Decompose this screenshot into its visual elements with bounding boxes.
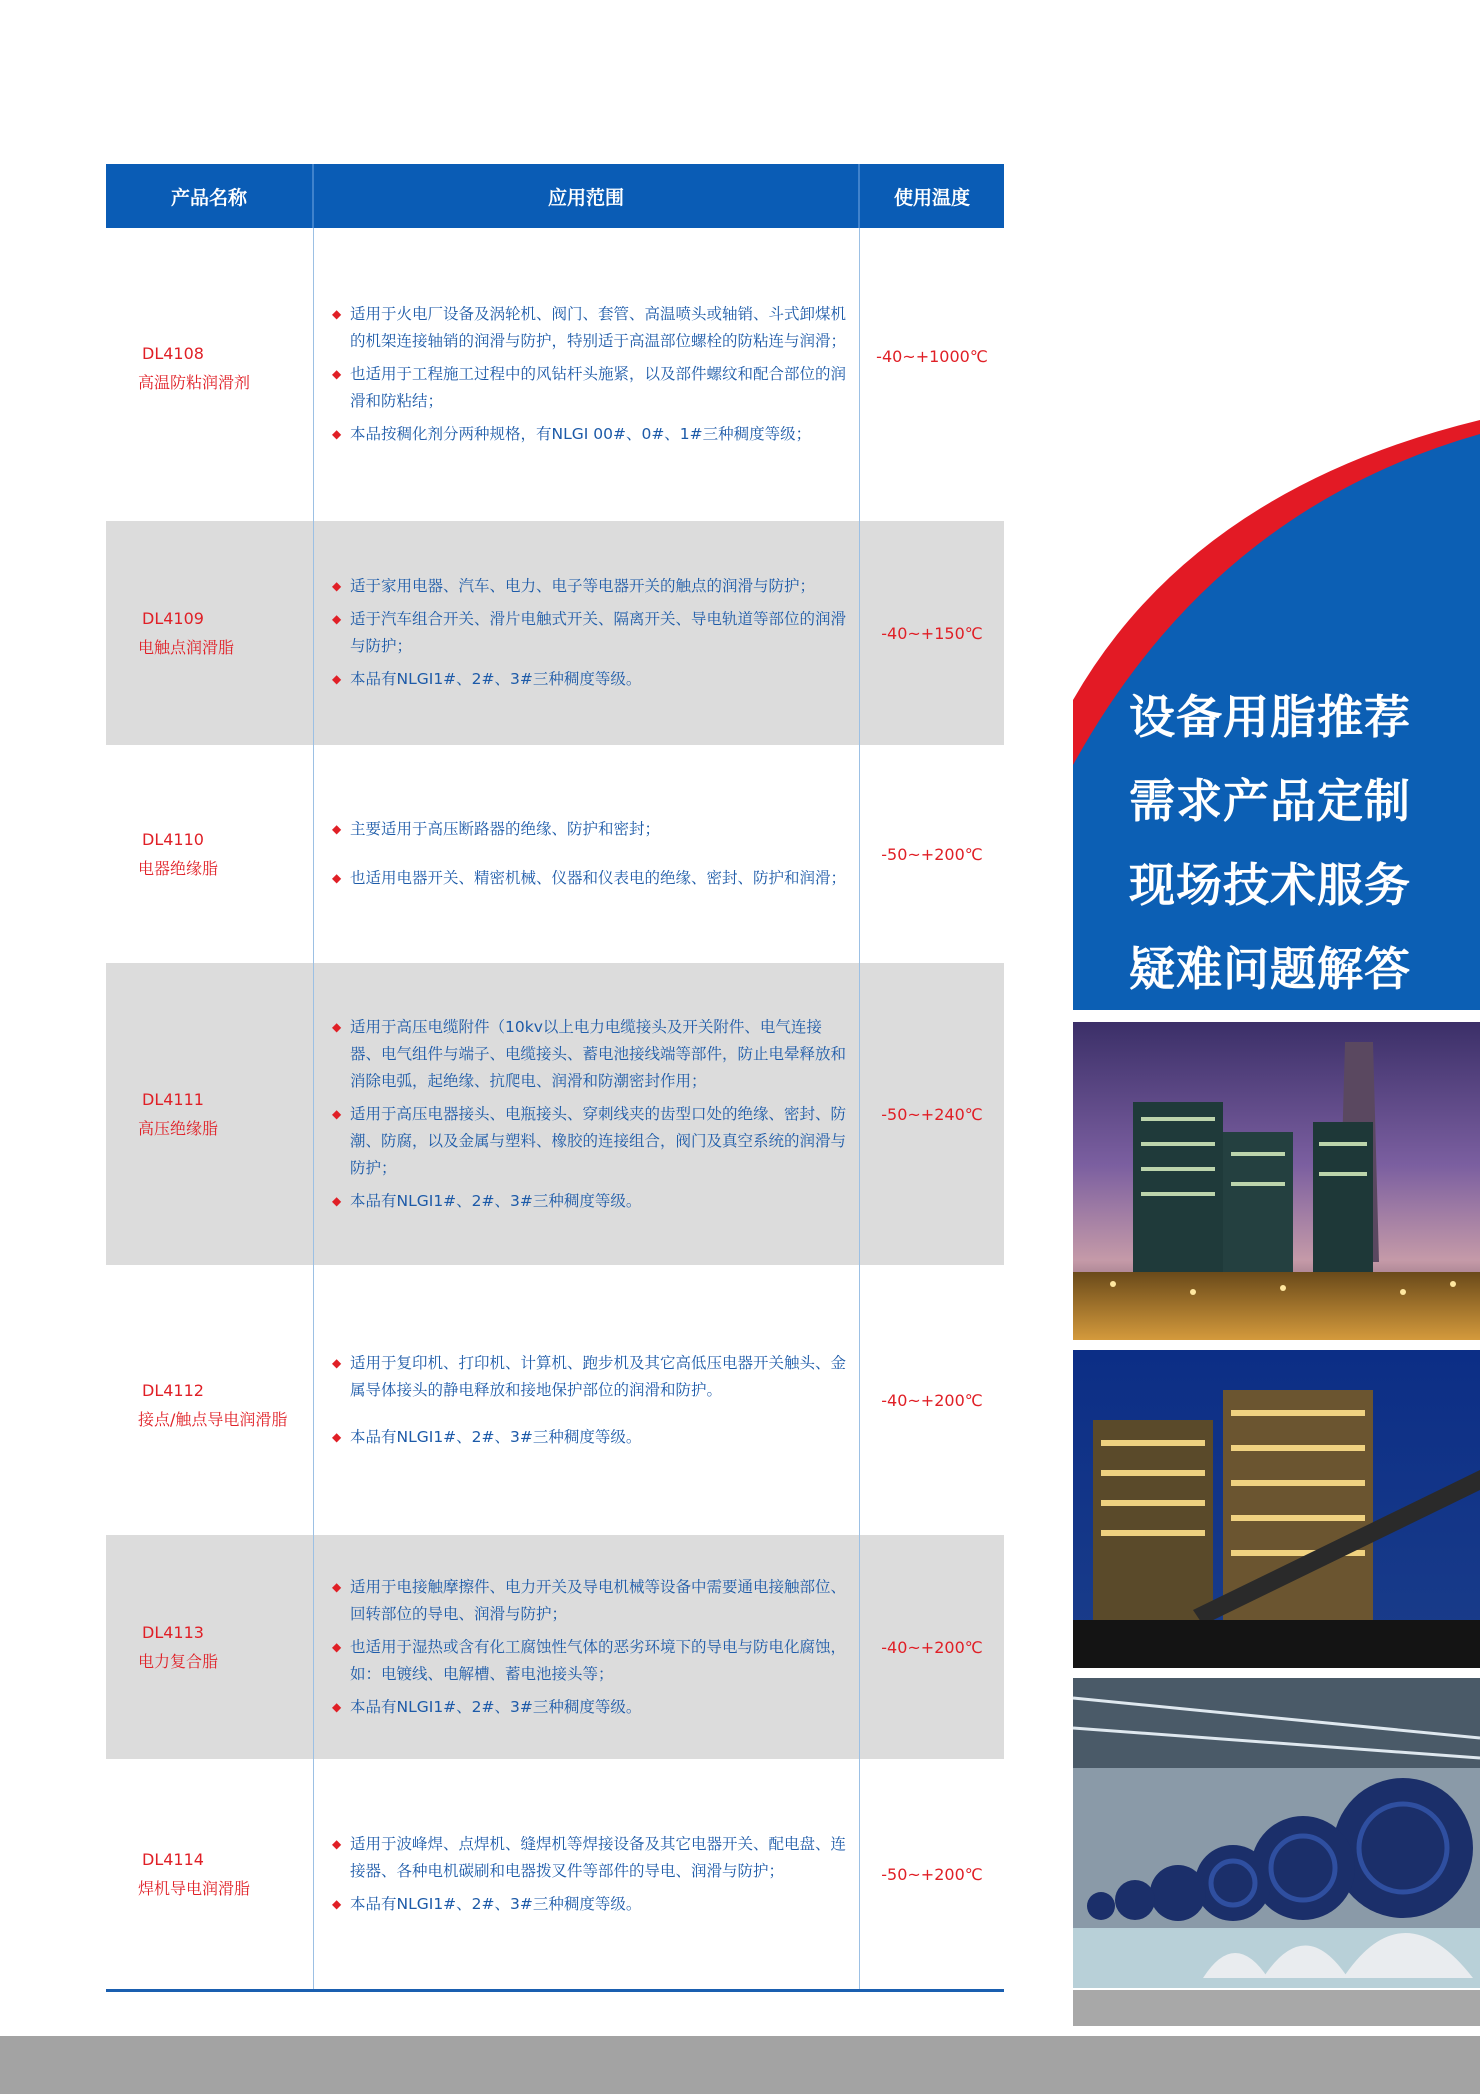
- list-item: ◆ 适用于电接触摩擦件、电力开关及导电机械等设备中需要通电接触部位、回转部位的导电、润滑与防护；: [332, 1574, 849, 1628]
- slogan-item: 疑难问题解答: [1129, 942, 1411, 996]
- list-item: ◆ 本品有NLGI1#、2#、3#三种稠度等级。: [332, 1891, 849, 1918]
- product-code: DL4109: [142, 609, 204, 628]
- temperature-value: -50~+200℃: [881, 844, 983, 864]
- list-item: ◆ 适用于复印机、打印机、计算机、跑步机及其它高低压电器开关触头、金属导体接头的静电释放和接地保护部位的润滑和防护。: [332, 1350, 849, 1404]
- application-cell: [314, 1759, 860, 1989]
- table-row: [106, 1535, 1004, 1759]
- temperature-cell: [860, 1535, 1004, 1759]
- diamond-bullet-icon: ◆: [332, 871, 342, 885]
- product-code: DL4112: [142, 1381, 204, 1400]
- temperature-cell: [860, 963, 1004, 1265]
- diamond-bullet-icon: ◆: [332, 1193, 342, 1208]
- list-item: ◆ 也适用电器开关、精密机械、仪器和仪表电的绝缘、密封、防护和润滑；: [332, 865, 846, 892]
- header-product-name: 产品名称: [106, 164, 314, 228]
- application-cell: [314, 963, 860, 1265]
- table-row: [106, 521, 1004, 745]
- product-name: 电力复合脂: [138, 1652, 219, 1671]
- temperature-cell: [860, 1759, 1004, 1989]
- list-item: ◆ 适用于高压电器接头、电瓶接头、穿刺线夹的齿型口处的绝缘、密封、防潮、防腐，以及金属与塑料、橡胶的连接组合，阀门及真空系统的润滑与防护；: [332, 1101, 849, 1182]
- list-item: ◆ 本品有NLGI1#、2#、3#三种稠度等级。: [332, 1424, 849, 1451]
- slogan-item: 设备用脂推荐: [1129, 690, 1411, 744]
- diamond-bullet-icon: ◆: [332, 1019, 342, 1034]
- list-item: ◆ 适用于火电厂设备及涡轮机、阀门、套管、高温喷头或轴销、斗式卸煤机的机架连接轴销的润滑与防护，特别适于高温部位螺栓的防粘连与润滑；: [332, 301, 849, 355]
- list-item: ◆ 本品按稠化剂分两种规格，有NLGI 00#、0#、1#三种稠度等级；: [332, 421, 849, 448]
- footer-bar: [0, 2036, 1480, 2094]
- temperature-value: -40~+1000℃: [876, 347, 988, 366]
- diamond-bullet-icon: ◆: [332, 672, 342, 686]
- product-code: DL4113: [142, 1623, 204, 1642]
- product-name: 焊机导电润滑脂: [138, 1879, 251, 1898]
- temperature-value: -40~+200℃: [881, 1637, 983, 1657]
- power-plant-night-photo: [1073, 1350, 1480, 1668]
- application-cell: [314, 1265, 860, 1535]
- table-row: [106, 1759, 1004, 1989]
- diamond-bullet-icon: ◆: [332, 822, 342, 836]
- product-name: 电器绝缘脂: [138, 859, 219, 878]
- diamond-bullet-icon: ◆: [332, 1579, 342, 1594]
- list-item: ◆ 主要适用于高压断路器的绝缘、防护和密封；: [332, 816, 846, 843]
- service-panel: [1073, 420, 1480, 2026]
- slogan-list: [1129, 675, 1411, 1011]
- product-code: DL4111: [142, 1090, 204, 1109]
- product-code: DL4110: [142, 830, 204, 849]
- temperature-cell: [860, 745, 1004, 963]
- product-cell: [106, 1535, 314, 1759]
- table-row: [106, 745, 1004, 963]
- temperature-cell: [860, 521, 1004, 745]
- product-name: 高压绝缘脂: [138, 1119, 219, 1138]
- list-item: ◆ 也适用于湿热或含有化工腐蚀性气体的恶劣环境下的导电与防电化腐蚀，如：电镀线、电解槽、蓄电池接头等；: [332, 1634, 849, 1688]
- application-cell: [314, 228, 860, 521]
- product-cell: [106, 521, 314, 745]
- temperature-cell: [860, 228, 1004, 521]
- list-item: ◆ 适用于高压电缆附件（10kv以上电力电缆接头及开关附件、电气连接器、电气组件与端子、电缆接头、蓄电池接线端等部件，防止电晕释放和消除电弧，起绝缘、抗爬电、润滑和防潮密封作用；: [332, 1014, 849, 1095]
- list-item: ◆ 适于汽车组合开关、滑片电触式开关、隔离开关、导电轨道等部位的润滑与防护；: [332, 606, 849, 660]
- slogan-item: 现场技术服务: [1129, 858, 1411, 912]
- panel-grey-strip: [1073, 1990, 1480, 2026]
- diamond-bullet-icon: ◆: [332, 1836, 342, 1851]
- diamond-bullet-icon: ◆: [332, 1355, 342, 1370]
- list-item: ◆ 适于家用电器、汽车、电力、电子等电器开关的触点的润滑与防护；: [332, 573, 849, 600]
- diamond-bullet-icon: ◆: [332, 427, 342, 441]
- product-cell: [106, 1759, 314, 1989]
- product-code: DL4108: [142, 343, 204, 363]
- product-cell: [106, 963, 314, 1265]
- slogan-item: 需求产品定制: [1129, 774, 1411, 828]
- table-header: [106, 164, 1004, 228]
- header-application: 应用范围: [314, 164, 860, 228]
- product-cell: [106, 1265, 314, 1535]
- slogan-banner: [1073, 420, 1480, 1010]
- diamond-bullet-icon: ◆: [332, 1106, 342, 1121]
- list-item: ◆ 本品有NLGI1#、2#、3#三种稠度等级。: [332, 1188, 849, 1215]
- diamond-bullet-icon: ◆: [332, 307, 342, 321]
- application-cell: [314, 745, 860, 963]
- diamond-bullet-icon: ◆: [332, 1699, 342, 1714]
- table-row: [106, 1265, 1004, 1535]
- temperature-value: -40~+150℃: [881, 623, 983, 643]
- product-cell: [106, 228, 314, 521]
- product-name: 电触点润滑脂: [138, 638, 235, 657]
- product-cell: [106, 745, 314, 963]
- temperature-cell: [860, 1265, 1004, 1535]
- temperature-value: -40~+200℃: [881, 1390, 983, 1410]
- product-name: 高温防粘润滑剂: [138, 372, 251, 392]
- table-row: [106, 963, 1004, 1265]
- product-name: 接点/触点导电润滑脂: [138, 1410, 288, 1429]
- diamond-bullet-icon: ◆: [332, 1896, 342, 1911]
- temperature-value: -50~+200℃: [881, 1864, 983, 1884]
- list-item: ◆ 也适用于工程施工过程中的风钻杆头施紧，以及部件螺纹和配合部位的润滑和防粘结；: [332, 361, 849, 415]
- diamond-bullet-icon: ◆: [332, 1429, 342, 1444]
- list-item: ◆ 本品有NLGI1#、2#、3#三种稠度等级。: [332, 1694, 849, 1721]
- header-temperature: 使用温度: [893, 186, 970, 209]
- product-table: [106, 164, 1004, 1992]
- diamond-bullet-icon: ◆: [332, 367, 342, 381]
- temperature-value: -50~+240℃: [881, 1104, 983, 1124]
- application-cell: [314, 1535, 860, 1759]
- table-row: [106, 228, 1004, 521]
- diamond-bullet-icon: ◆: [332, 579, 342, 593]
- application-cell: [314, 521, 860, 745]
- product-code: DL4114: [142, 1850, 204, 1869]
- motor-workshop-photo: [1073, 1678, 1480, 1988]
- diamond-bullet-icon: ◆: [332, 1639, 342, 1654]
- power-plant-dusk-photo: [1073, 1022, 1480, 1340]
- list-item: ◆ 适用于波峰焊、点焊机、缝焊机等焊接设备及其它电器开关、配电盘、连接器、各种电机碳刷和电器拨叉件等部件的导电、润滑与防护；: [332, 1831, 849, 1885]
- list-item: ◆ 本品有NLGI1#、2#、3#三种稠度等级。: [332, 666, 849, 693]
- diamond-bullet-icon: ◆: [332, 612, 342, 626]
